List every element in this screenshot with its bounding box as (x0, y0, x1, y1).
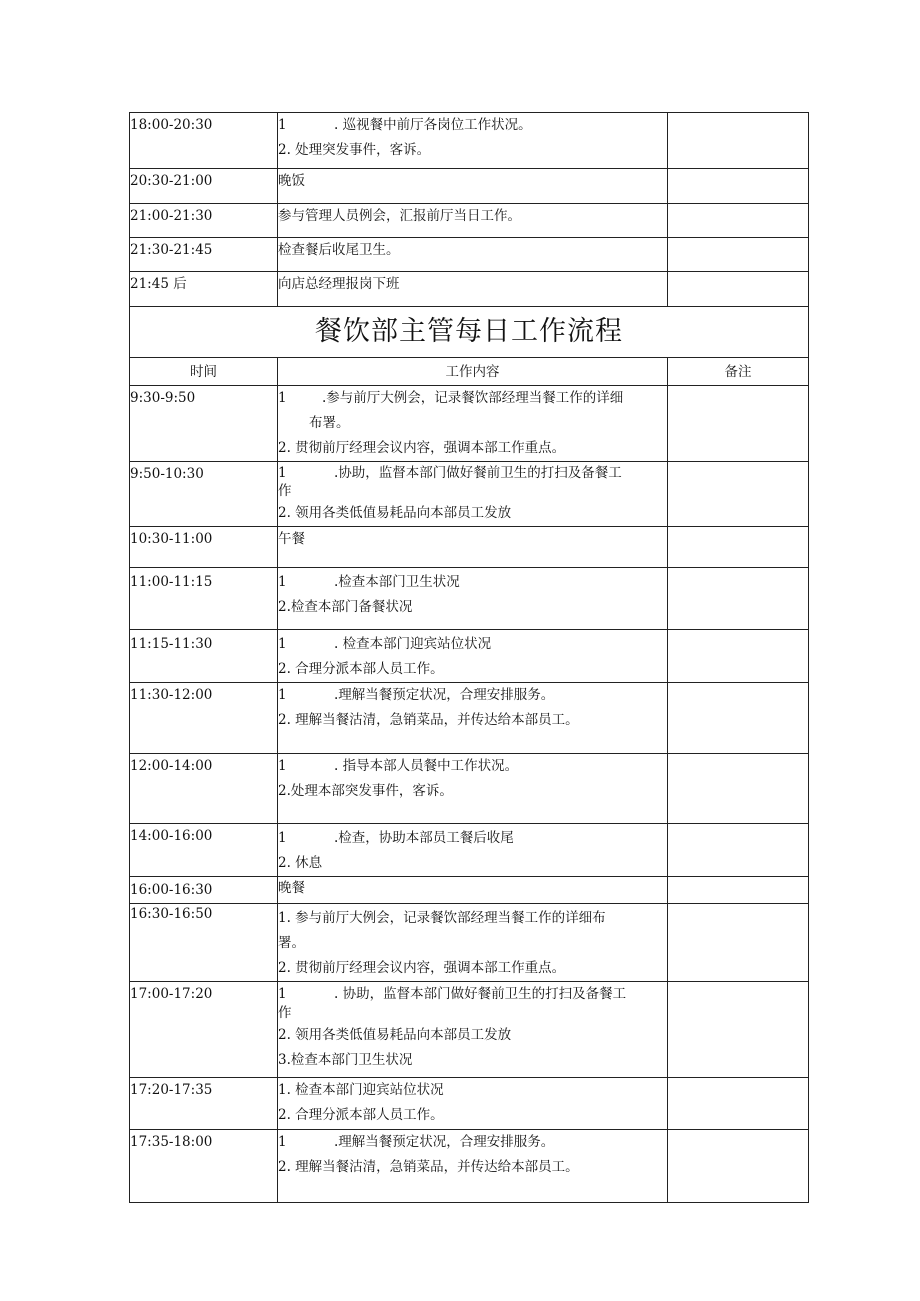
time-cell: 10:30-11:00 (130, 527, 278, 568)
note-cell (668, 1078, 809, 1130)
content-cell: 1 .理解当餐预定状况，合理安排服务。 2. 理解当餐沽清，急销菜品，并传达给本部员工。 (278, 683, 668, 754)
content-cell: 1 .参与前厅大例会，记录餐饮部经理当餐工作的详细 布署。 2. 贯彻前厅经理会议内容，强调本部工作重点。 (278, 386, 668, 462)
section-title-row (130, 307, 809, 358)
time-cell: 16:00-16:30 (130, 877, 278, 904)
header-time: 时间 (130, 358, 278, 386)
table-row (130, 683, 809, 754)
table-row (130, 904, 809, 982)
table-row (130, 1078, 809, 1130)
note-cell (668, 877, 809, 904)
note-cell (668, 1130, 809, 1203)
content-cell: 1. 检查本部门迎宾站位状况 2. 合理分派本部人员工作。 (278, 1078, 668, 1130)
content-cell: 向店总经理报岗下班 (278, 272, 668, 307)
time-cell: 16:30-16:50 (130, 904, 278, 982)
time-cell: 18:00-20:30 (130, 113, 278, 169)
content-cell: 参与管理人员例会，汇报前厅当日工作。 (278, 204, 668, 238)
table-row (130, 527, 809, 568)
content-cell: 1. 参与前厅大例会，记录餐饮部经理当餐工作的详细布 署。 2. 贯彻前厅经理会议内容，强调本部工作重点。 (278, 904, 668, 982)
content-cell: 1 .理解当餐预定状况，合理安排服务。 2. 理解当餐沽清，急销菜品，并传达给本部员工。 (278, 1130, 668, 1203)
time-cell: 9:50-10:30 (130, 462, 278, 527)
time-cell: 11:15-11:30 (130, 630, 278, 683)
table-row (130, 113, 809, 169)
table-row (130, 630, 809, 683)
table-row (130, 568, 809, 630)
time-cell: 21:45 后 (130, 272, 278, 307)
table-row (130, 204, 809, 238)
table-row (130, 386, 809, 462)
time-cell: 21:00-21:30 (130, 204, 278, 238)
content-cell: 晚餐 (278, 877, 668, 904)
content-cell: 午餐 (278, 527, 668, 568)
table-row (130, 169, 809, 204)
note-cell (668, 169, 809, 204)
content-cell: 晚饭 (278, 169, 668, 204)
note-cell (668, 527, 809, 568)
table-row (130, 877, 809, 904)
note-cell (668, 824, 809, 877)
table-row (130, 982, 809, 1078)
time-cell: 21:30-21:45 (130, 238, 278, 272)
time-cell: 11:30-12:00 (130, 683, 278, 754)
note-cell (668, 386, 809, 462)
note-cell (668, 982, 809, 1078)
section-title: 餐饮部主管每日工作流程 (130, 307, 809, 358)
header-content: 工作内容 (278, 358, 668, 386)
time-cell: 11:00-11:15 (130, 568, 278, 630)
content-cell: 1 .检查本部门卫生状况 2.检查本部门备餐状况 (278, 568, 668, 630)
table-row (130, 272, 809, 307)
content-cell: 1 . 协助，监督本部门做好餐前卫生的打扫及备餐工 作 2. 领用各类低值易耗品向本部员工发放 3.检查本部门卫生状况 (278, 982, 668, 1078)
note-cell (668, 683, 809, 754)
note-cell (668, 272, 809, 307)
time-cell: 17:20-17:35 (130, 1078, 278, 1130)
note-cell (668, 204, 809, 238)
table-row (130, 462, 809, 527)
schedule-table (129, 112, 809, 1203)
header-note: 备注 (668, 358, 809, 386)
time-cell: 17:00-17:20 (130, 982, 278, 1078)
note-cell (668, 904, 809, 982)
table-row (130, 1130, 809, 1203)
content-cell: 1 . 指导本部人员餐中工作状况。 2.处理本部突发事件，客诉。 (278, 754, 668, 824)
time-cell: 20:30-21:00 (130, 169, 278, 204)
time-cell: 9:30-9:50 (130, 386, 278, 462)
table-row (130, 754, 809, 824)
time-cell: 14:00-16:00 (130, 824, 278, 877)
time-cell: 17:35-18:00 (130, 1130, 278, 1203)
note-cell (668, 113, 809, 169)
note-cell (668, 238, 809, 272)
time-cell: 12:00-14:00 (130, 754, 278, 824)
content-cell: 1 .协助，监督本部门做好餐前卫生的打扫及备餐工 作 2. 领用各类低值易耗品向本部员工发放 (278, 462, 668, 527)
table-row (130, 824, 809, 877)
content-cell: 1 .检查，协助本部员工餐后收尾 2. 休息 (278, 824, 668, 877)
note-cell (668, 754, 809, 824)
content-cell: 1 . 巡视餐中前厅各岗位工作状况。 2. 处理突发事件，客诉。 (278, 113, 668, 169)
note-cell (668, 462, 809, 527)
content-cell: 1 . 检查本部门迎宾站位状况 2. 合理分派本部人员工作。 (278, 630, 668, 683)
table-row (130, 238, 809, 272)
header-row (130, 358, 809, 386)
note-cell (668, 568, 809, 630)
content-cell: 检查餐后收尾卫生。 (278, 238, 668, 272)
note-cell (668, 630, 809, 683)
